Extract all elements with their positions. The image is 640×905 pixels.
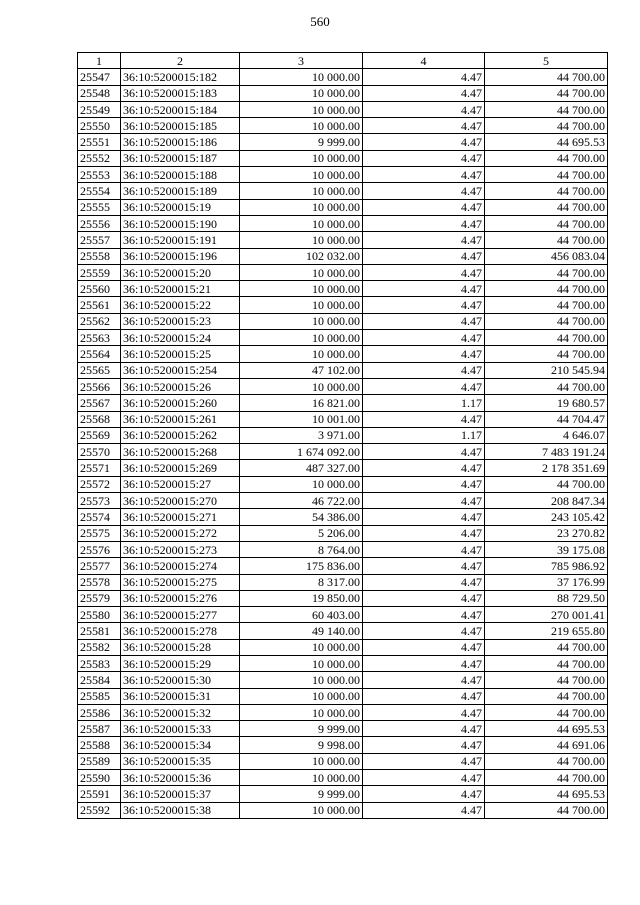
area-cell: 9 998.00 (240, 737, 363, 753)
total-cell: 44 695.53 (485, 786, 608, 802)
area-cell: 46 722.00 (240, 493, 363, 509)
area-cell: 10 001.00 (240, 411, 363, 427)
area-cell: 1 674 092.00 (240, 444, 363, 460)
header-cell-5: 5 (485, 53, 608, 69)
area-cell: 8 317.00 (240, 574, 363, 590)
area-cell: 10 000.00 (240, 672, 363, 688)
cadastral-number-cell: 36:10:5200015:276 (121, 590, 240, 606)
rate-cell: 4.47 (363, 183, 485, 199)
row-number-cell: 25576 (78, 541, 121, 557)
header-cell-2: 2 (121, 53, 240, 69)
table-row (78, 134, 608, 150)
area-cell: 9 999.00 (240, 134, 363, 150)
area-cell: 54 386.00 (240, 509, 363, 525)
total-cell: 210 545.94 (485, 362, 608, 378)
area-cell: 5 206.00 (240, 525, 363, 541)
area-cell: 10 000.00 (240, 199, 363, 215)
row-number-cell: 25580 (78, 607, 121, 623)
table-row (78, 639, 608, 655)
rate-cell: 4.47 (363, 493, 485, 509)
table-row (78, 411, 608, 427)
table-row (78, 264, 608, 280)
table-row (78, 183, 608, 199)
row-number-cell: 25587 (78, 721, 121, 737)
table-row (78, 330, 608, 346)
rate-cell: 4.47 (363, 460, 485, 476)
header-cell-4: 4 (363, 53, 485, 69)
table-row (78, 427, 608, 443)
table-row (78, 590, 608, 606)
total-cell: 44 700.00 (485, 688, 608, 704)
cadastral-number-cell: 36:10:5200015:260 (121, 395, 240, 411)
cadastral-number-cell: 36:10:5200015:269 (121, 460, 240, 476)
rate-cell: 4.47 (363, 199, 485, 215)
table-row (78, 525, 608, 541)
area-cell: 60 403.00 (240, 607, 363, 623)
area-cell: 10 000.00 (240, 101, 363, 117)
rate-cell: 4.47 (363, 362, 485, 378)
total-cell: 456 083.04 (485, 248, 608, 264)
area-cell: 8 764.00 (240, 541, 363, 557)
row-number-cell: 25573 (78, 493, 121, 509)
area-cell: 10 000.00 (240, 264, 363, 280)
table-row (78, 753, 608, 769)
rate-cell: 4.47 (363, 753, 485, 769)
area-cell: 16 821.00 (240, 395, 363, 411)
total-cell: 44 695.53 (485, 721, 608, 737)
rate-cell: 4.47 (363, 215, 485, 231)
row-number-cell: 25560 (78, 281, 121, 297)
area-cell: 10 000.00 (240, 85, 363, 101)
total-cell: 44 700.00 (485, 770, 608, 786)
table-row (78, 460, 608, 476)
total-cell: 44 700.00 (485, 704, 608, 720)
area-cell: 10 000.00 (240, 167, 363, 183)
area-cell: 10 000.00 (240, 297, 363, 313)
area-cell: 10 000.00 (240, 313, 363, 329)
table-row (78, 101, 608, 117)
total-cell: 2 178 351.69 (485, 460, 608, 476)
area-cell: 10 000.00 (240, 215, 363, 231)
table-row (78, 150, 608, 166)
table-row (78, 297, 608, 313)
cadastral-number-cell: 36:10:5200015:183 (121, 85, 240, 101)
rate-cell: 4.47 (363, 590, 485, 606)
cadastral-number-cell: 36:10:5200015:189 (121, 183, 240, 199)
rate-cell: 4.47 (363, 688, 485, 704)
area-cell: 10 000.00 (240, 69, 363, 85)
area-cell: 9 999.00 (240, 721, 363, 737)
area-cell: 10 000.00 (240, 330, 363, 346)
area-cell: 3 971.00 (240, 427, 363, 443)
rate-cell: 4.47 (363, 444, 485, 460)
header-cell-3: 3 (240, 53, 363, 69)
total-cell: 44 700.00 (485, 639, 608, 655)
total-cell: 44 700.00 (485, 215, 608, 231)
table-row (78, 346, 608, 362)
rate-cell: 4.47 (363, 101, 485, 117)
cadastral-number-cell: 36:10:5200015:33 (121, 721, 240, 737)
row-number-cell: 25547 (78, 69, 121, 85)
total-cell: 39 175.08 (485, 541, 608, 557)
table-row (78, 607, 608, 623)
row-number-cell: 25571 (78, 460, 121, 476)
row-number-cell: 25558 (78, 248, 121, 264)
total-cell: 44 700.00 (485, 281, 608, 297)
total-cell: 44 700.00 (485, 476, 608, 492)
row-number-cell: 25584 (78, 672, 121, 688)
cadastral-number-cell: 36:10:5200015:273 (121, 541, 240, 557)
page-number: 560 (310, 14, 330, 29)
cadastral-number-cell: 36:10:5200015:196 (121, 248, 240, 264)
cadastral-number-cell: 36:10:5200015:21 (121, 281, 240, 297)
total-cell: 44 704.47 (485, 411, 608, 427)
row-number-cell: 25561 (78, 297, 121, 313)
cadastral-number-cell: 36:10:5200015:22 (121, 297, 240, 313)
table-row (78, 802, 608, 818)
total-cell: 44 700.00 (485, 118, 608, 134)
row-number-cell: 25583 (78, 655, 121, 671)
row-number-cell: 25562 (78, 313, 121, 329)
rate-cell: 4.47 (363, 737, 485, 753)
cadastral-number-cell: 36:10:5200015:278 (121, 623, 240, 639)
rate-cell: 4.47 (363, 476, 485, 492)
rate-cell: 4.47 (363, 574, 485, 590)
rate-cell: 4.47 (363, 704, 485, 720)
cadastral-number-cell: 36:10:5200015:35 (121, 753, 240, 769)
rate-cell: 4.47 (363, 411, 485, 427)
area-cell: 10 000.00 (240, 753, 363, 769)
total-cell: 4 646.07 (485, 427, 608, 443)
table-row (78, 574, 608, 590)
rate-cell: 4.47 (363, 558, 485, 574)
area-cell: 10 000.00 (240, 655, 363, 671)
cadastral-number-cell: 36:10:5200015:274 (121, 558, 240, 574)
total-cell: 243 105.42 (485, 509, 608, 525)
table-row (78, 444, 608, 460)
row-number-cell: 25559 (78, 264, 121, 280)
table-row (78, 313, 608, 329)
row-number-cell: 25553 (78, 167, 121, 183)
total-cell: 44 700.00 (485, 672, 608, 688)
cadastral-number-cell: 36:10:5200015:272 (121, 525, 240, 541)
row-number-cell: 25564 (78, 346, 121, 362)
table-header-row (78, 53, 608, 69)
rate-cell: 4.47 (363, 378, 485, 394)
cadastral-number-cell: 36:10:5200015:275 (121, 574, 240, 590)
total-cell: 44 700.00 (485, 802, 608, 818)
cadastral-number-cell: 36:10:5200015:277 (121, 607, 240, 623)
rate-cell: 4.47 (363, 541, 485, 557)
cadastral-number-cell: 36:10:5200015:185 (121, 118, 240, 134)
cadastral-number-cell: 36:10:5200015:188 (121, 167, 240, 183)
cadastral-number-cell: 36:10:5200015:182 (121, 69, 240, 85)
row-number-cell: 25588 (78, 737, 121, 753)
cadastral-number-cell: 36:10:5200015:30 (121, 672, 240, 688)
area-cell: 10 000.00 (240, 183, 363, 199)
table-row (78, 704, 608, 720)
total-cell: 44 700.00 (485, 69, 608, 85)
table-row (78, 558, 608, 574)
rate-cell: 4.47 (363, 232, 485, 248)
total-cell: 44 700.00 (485, 264, 608, 280)
area-cell: 175 836.00 (240, 558, 363, 574)
cadastral-number-cell: 36:10:5200015:28 (121, 639, 240, 655)
row-number-cell: 25579 (78, 590, 121, 606)
area-cell: 47 102.00 (240, 362, 363, 378)
row-number-cell: 25552 (78, 150, 121, 166)
total-cell: 44 700.00 (485, 101, 608, 117)
rate-cell: 4.47 (363, 721, 485, 737)
cadastral-number-cell: 36:10:5200015:24 (121, 330, 240, 346)
total-cell: 44 700.00 (485, 199, 608, 215)
total-cell: 7 483 191.24 (485, 444, 608, 460)
row-number-cell: 25589 (78, 753, 121, 769)
table-row (78, 770, 608, 786)
total-cell: 44 700.00 (485, 330, 608, 346)
cadastral-number-cell: 36:10:5200015:25 (121, 346, 240, 362)
cadastral-number-cell: 36:10:5200015:31 (121, 688, 240, 704)
rate-cell: 4.47 (363, 770, 485, 786)
rate-cell: 4.47 (363, 167, 485, 183)
rate-cell: 4.47 (363, 330, 485, 346)
row-number-cell: 25577 (78, 558, 121, 574)
rate-cell: 4.47 (363, 264, 485, 280)
row-number-cell: 25592 (78, 802, 121, 818)
cadastral-number-cell: 36:10:5200015:187 (121, 150, 240, 166)
row-number-cell: 25567 (78, 395, 121, 411)
row-number-cell: 25566 (78, 378, 121, 394)
table-row (78, 167, 608, 183)
total-cell: 44 700.00 (485, 313, 608, 329)
total-cell: 44 700.00 (485, 753, 608, 769)
table-row (78, 362, 608, 378)
cadastral-number-cell: 36:10:5200015:38 (121, 802, 240, 818)
rate-cell: 4.47 (363, 85, 485, 101)
row-number-cell: 25582 (78, 639, 121, 655)
row-number-cell: 25550 (78, 118, 121, 134)
header-cell-1: 1 (78, 53, 121, 69)
table-row (78, 688, 608, 704)
rate-cell: 4.47 (363, 69, 485, 85)
area-cell: 10 000.00 (240, 770, 363, 786)
rate-cell: 4.47 (363, 525, 485, 541)
total-cell: 44 700.00 (485, 150, 608, 166)
area-cell: 10 000.00 (240, 232, 363, 248)
total-cell: 44 700.00 (485, 346, 608, 362)
row-number-cell: 25572 (78, 476, 121, 492)
cadastral-number-cell: 36:10:5200015:268 (121, 444, 240, 460)
row-number-cell: 25585 (78, 688, 121, 704)
row-number-cell: 25549 (78, 101, 121, 117)
total-cell: 44 691.06 (485, 737, 608, 753)
row-number-cell: 25586 (78, 704, 121, 720)
rate-cell: 4.47 (363, 134, 485, 150)
area-cell: 10 000.00 (240, 346, 363, 362)
table-row (78, 281, 608, 297)
row-number-cell: 25555 (78, 199, 121, 215)
area-cell: 102 032.00 (240, 248, 363, 264)
rate-cell: 4.47 (363, 655, 485, 671)
row-number-cell: 25590 (78, 770, 121, 786)
area-cell: 10 000.00 (240, 639, 363, 655)
area-cell: 10 000.00 (240, 118, 363, 134)
rate-cell: 1.17 (363, 427, 485, 443)
table-row (78, 69, 608, 85)
total-cell: 44 700.00 (485, 183, 608, 199)
rate-cell: 4.47 (363, 118, 485, 134)
area-cell: 19 850.00 (240, 590, 363, 606)
cadastral-number-cell: 36:10:5200015:271 (121, 509, 240, 525)
table-row (78, 85, 608, 101)
table-row (78, 737, 608, 753)
cadastral-number-cell: 36:10:5200015:190 (121, 215, 240, 231)
total-cell: 44 700.00 (485, 167, 608, 183)
row-number-cell: 25565 (78, 362, 121, 378)
total-cell: 88 729.50 (485, 590, 608, 606)
cadastral-number-cell: 36:10:5200015:186 (121, 134, 240, 150)
row-number-cell: 25569 (78, 427, 121, 443)
area-cell: 10 000.00 (240, 802, 363, 818)
row-number-cell: 25556 (78, 215, 121, 231)
rate-cell: 4.47 (363, 639, 485, 655)
cadastral-number-cell: 36:10:5200015:32 (121, 704, 240, 720)
rate-cell: 4.47 (363, 607, 485, 623)
area-cell: 49 140.00 (240, 623, 363, 639)
total-cell: 785 986.92 (485, 558, 608, 574)
cadastral-number-cell: 36:10:5200015:19 (121, 199, 240, 215)
table-row (78, 655, 608, 671)
total-cell: 37 176.99 (485, 574, 608, 590)
rate-cell: 4.47 (363, 281, 485, 297)
area-cell: 10 000.00 (240, 688, 363, 704)
row-number-cell: 25568 (78, 411, 121, 427)
cadastral-number-cell: 36:10:5200015:191 (121, 232, 240, 248)
total-cell: 19 680.57 (485, 395, 608, 411)
total-cell: 44 700.00 (485, 232, 608, 248)
cadastral-number-cell: 36:10:5200015:270 (121, 493, 240, 509)
cadastral-number-cell: 36:10:5200015:36 (121, 770, 240, 786)
row-number-cell: 25578 (78, 574, 121, 590)
table-row (78, 118, 608, 134)
rate-cell: 4.47 (363, 672, 485, 688)
table-row (78, 541, 608, 557)
row-number-cell: 25591 (78, 786, 121, 802)
cadastral-number-cell: 36:10:5200015:34 (121, 737, 240, 753)
rate-cell: 1.17 (363, 395, 485, 411)
total-cell: 208 847.34 (485, 493, 608, 509)
rate-cell: 4.47 (363, 509, 485, 525)
cadastral-number-cell: 36:10:5200015:262 (121, 427, 240, 443)
row-number-cell: 25570 (78, 444, 121, 460)
rate-cell: 4.47 (363, 346, 485, 362)
total-cell: 44 700.00 (485, 85, 608, 101)
table-row (78, 199, 608, 215)
rate-cell: 4.47 (363, 786, 485, 802)
row-number-cell: 25554 (78, 183, 121, 199)
rate-cell: 4.47 (363, 802, 485, 818)
area-cell: 10 000.00 (240, 476, 363, 492)
table-row (78, 493, 608, 509)
area-cell: 10 000.00 (240, 281, 363, 297)
rate-cell: 4.47 (363, 248, 485, 264)
row-number-cell: 25548 (78, 85, 121, 101)
table-row (78, 786, 608, 802)
cadastral-number-cell: 36:10:5200015:261 (121, 411, 240, 427)
cadastral-table (77, 52, 608, 819)
table-row (78, 623, 608, 639)
total-cell: 44 700.00 (485, 378, 608, 394)
row-number-cell: 25581 (78, 623, 121, 639)
area-cell: 487 327.00 (240, 460, 363, 476)
area-cell: 10 000.00 (240, 704, 363, 720)
row-number-cell: 25574 (78, 509, 121, 525)
area-cell: 10 000.00 (240, 150, 363, 166)
cadastral-number-cell: 36:10:5200015:27 (121, 476, 240, 492)
rate-cell: 4.47 (363, 623, 485, 639)
cadastral-number-cell: 36:10:5200015:184 (121, 101, 240, 117)
total-cell: 44 700.00 (485, 655, 608, 671)
row-number-cell: 25563 (78, 330, 121, 346)
row-number-cell: 25575 (78, 525, 121, 541)
row-number-cell: 25551 (78, 134, 121, 150)
rate-cell: 4.47 (363, 297, 485, 313)
table-row (78, 248, 608, 264)
area-cell: 9 999.00 (240, 786, 363, 802)
cadastral-number-cell: 36:10:5200015:29 (121, 655, 240, 671)
area-cell: 10 000.00 (240, 378, 363, 394)
table-row (78, 378, 608, 394)
total-cell: 44 695.53 (485, 134, 608, 150)
total-cell: 270 001.41 (485, 607, 608, 623)
cadastral-number-cell: 36:10:5200015:37 (121, 786, 240, 802)
table-row (78, 721, 608, 737)
table-row (78, 672, 608, 688)
table-row (78, 215, 608, 231)
table-row (78, 232, 608, 248)
cadastral-number-cell: 36:10:5200015:254 (121, 362, 240, 378)
table-row (78, 509, 608, 525)
cadastral-number-cell: 36:10:5200015:26 (121, 378, 240, 394)
rate-cell: 4.47 (363, 313, 485, 329)
rate-cell: 4.47 (363, 150, 485, 166)
total-cell: 23 270.82 (485, 525, 608, 541)
total-cell: 44 700.00 (485, 297, 608, 313)
table-row (78, 395, 608, 411)
total-cell: 219 655.80 (485, 623, 608, 639)
cadastral-number-cell: 36:10:5200015:23 (121, 313, 240, 329)
table-body (78, 69, 608, 819)
row-number-cell: 25557 (78, 232, 121, 248)
table-row (78, 476, 608, 492)
cadastral-number-cell: 36:10:5200015:20 (121, 264, 240, 280)
